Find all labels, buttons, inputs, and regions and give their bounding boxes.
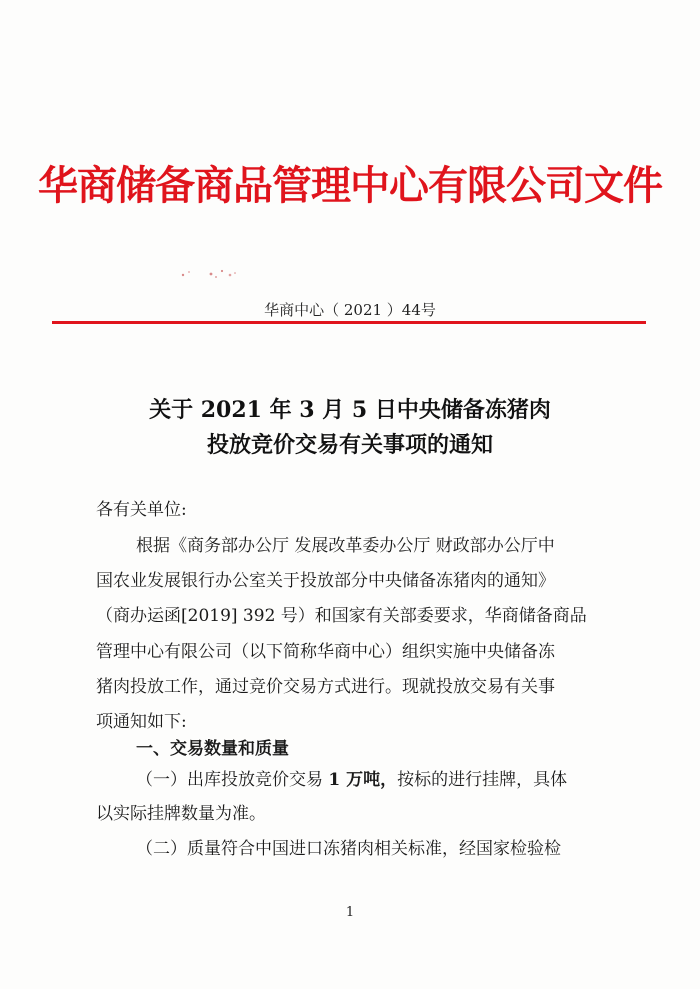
- paragraph-line: （商办运函[2019] 392 号）和国家有关部委要求，华商储备商品: [96, 606, 587, 626]
- header-divider: [52, 321, 646, 324]
- stamp-speckle: [175, 265, 255, 283]
- item-one-line: [136, 768, 567, 792]
- item-one-quantity: 1 万吨，: [328, 770, 398, 790]
- paragraph-line: 猪肉投放工作，通过竞价交易方式进行。现就投放交易有关事: [96, 677, 555, 697]
- masthead-title: 华商储备商品管理中心有限公司文件: [38, 163, 662, 209]
- item-one-prefix: （一）出库投放竞价交易: [136, 770, 329, 790]
- item-one-continuation: 以实际挂牌数量为准。: [96, 804, 266, 824]
- item-one-suffix: 按标的进行挂牌，具体: [397, 770, 568, 790]
- paragraph-line: 根据《商务部办公厅 发展改革委办公厅 财政部办公厅中: [136, 536, 555, 556]
- section-heading: 一、交易数量和质量: [136, 739, 289, 759]
- item-two-line: （二）质量符合中国进口冻猪肉相关标准，经国家检验检: [136, 839, 561, 859]
- salutation: 各有关单位:: [96, 500, 187, 520]
- document-number: 华商中心（ 2021 ）44号: [264, 301, 436, 319]
- notice-title-line-2: 投放竞价交易有关事项的通知: [206, 432, 493, 458]
- paragraph-line: 管理中心有限公司（以下简称华商中心）组织实施中央储备冻: [96, 642, 555, 662]
- paragraph-line: 项通知如下:: [96, 712, 187, 732]
- notice-title-line-1: 关于 2021 年 3 月 5 日中央储备冻猪肉: [149, 397, 551, 423]
- paragraph-line: 国农业发展银行办公室关于投放部分中央储备冻猪肉的通知》: [96, 571, 555, 591]
- page-number: 1: [345, 905, 355, 920]
